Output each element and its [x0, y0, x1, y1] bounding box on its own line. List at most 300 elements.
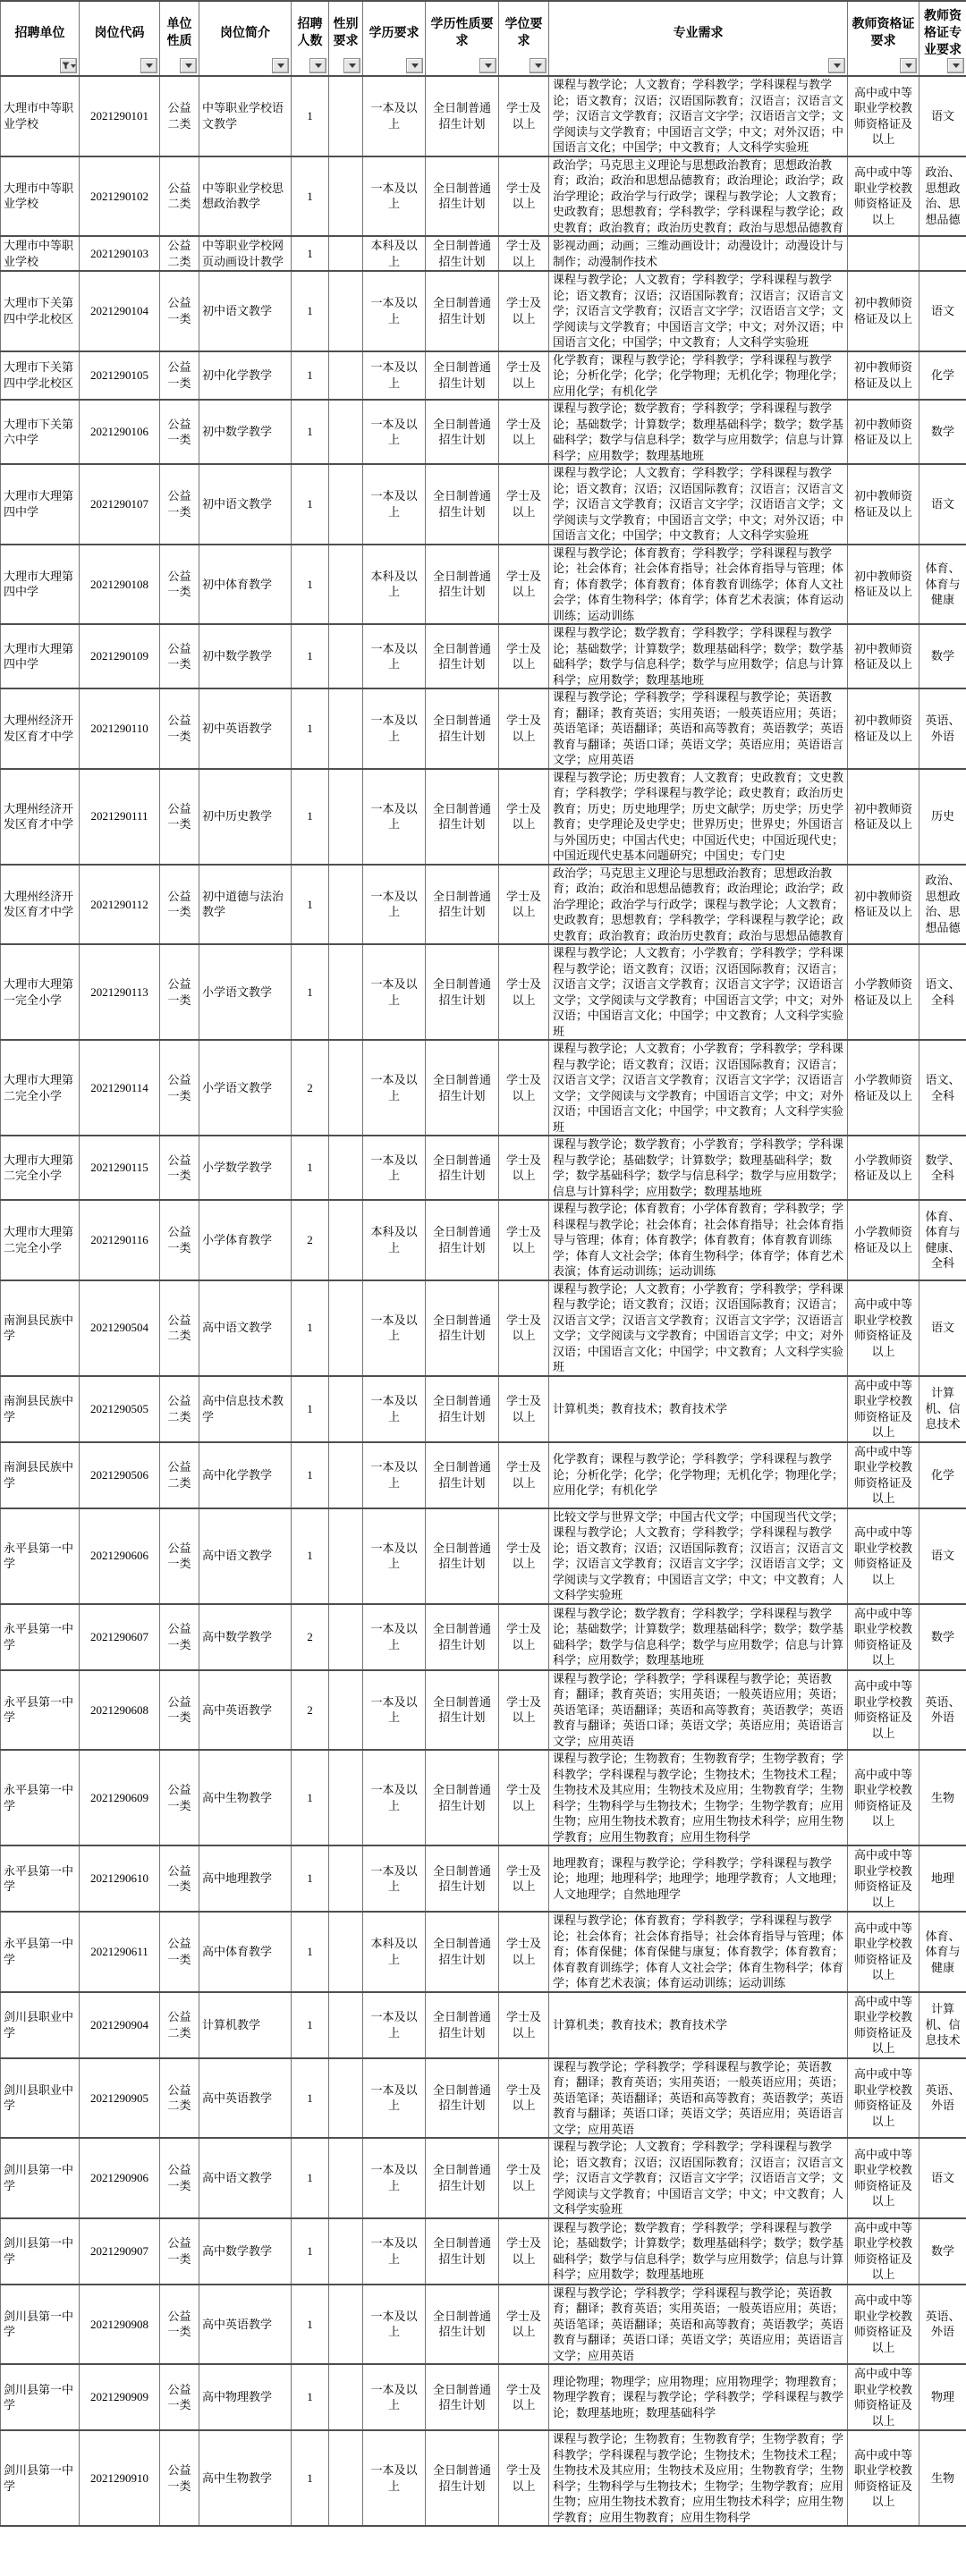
cell-nature: 公益一类	[160, 1508, 199, 1604]
column-label-cert: 教师资格证要求	[852, 18, 915, 48]
filter-dropdown-button-degree[interactable]	[530, 58, 547, 73]
cell-intro: 高中生物教学	[199, 1750, 292, 1845]
cell-cert: 小学教师资格证及以上	[848, 1136, 919, 1200]
cell-edu_type: 全日制普通招生计划	[426, 2285, 499, 2365]
cell-intro: 高中体育教学	[199, 1912, 292, 1992]
cell-intro: 高中英语教学	[199, 2058, 292, 2139]
cell-nature: 公益一类	[160, 545, 199, 625]
cell-cert: 高中或中等职业学校教师资格证及以上	[848, 2138, 919, 2218]
cell-unit: 大理市大理第四中学	[1, 545, 80, 625]
cell-intro: 高中英语教学	[199, 1670, 292, 1751]
cell-gender	[329, 464, 363, 545]
cell-edu: 本科及以上	[363, 236, 426, 271]
cell-majors: 课程与教学论；生物教育；生物教育学；生物学教育；学科教学；学科课程与教学论；生物技术；生物技术工程；生物技术及其应用；生物技术及应用；生物教育学；生物科学；生物科学与生物技术；生物学；生物学教育；应用生物；应用生物技术教育；应用生物技术科学；应用生物学教育；应用生物教育；应用生物科学	[549, 1750, 848, 1845]
cell-edu: 一本及以上	[363, 76, 426, 156]
cell-edu: 一本及以上	[363, 1442, 426, 1508]
cell-nature: 公益二类	[160, 1376, 199, 1442]
cell-nature: 公益一类	[160, 865, 199, 945]
cell-intro: 小学语文教学	[199, 944, 292, 1040]
table-row-2021290115	[1, 1136, 966, 1200]
cell-unit: 剑川县第一中学	[1, 2430, 80, 2526]
cell-count: 2	[292, 1040, 329, 1136]
column-label-majors: 专业需求	[673, 26, 724, 40]
table-row-2021290104	[1, 271, 966, 351]
cell-cert: 高中或中等职业学校教师资格证及以上	[848, 2364, 919, 2430]
filter-dropdown-button-cert_major[interactable]	[947, 58, 964, 73]
filter-dropdown-button-cert[interactable]	[900, 58, 917, 73]
cell-majors: 课程与教学论；人文教育；学科教学；学科课程与教学论；语文教育；汉语；汉语国际教育；汉语言；汉语言文学；汉语言文学教育；汉语言文字学；汉语语言文学；文学阅读与文学教育；中国语言文学；中文；对外汉语；中国语言文化；中国学；中文教育；人文科学实验班	[549, 76, 848, 156]
cell-intro: 高中英语教学	[199, 2285, 292, 2365]
table-row-2021290112	[1, 865, 966, 945]
column-header-cert	[848, 1, 919, 76]
cell-nature: 公益一类	[160, 351, 199, 401]
cell-gender	[329, 545, 363, 625]
cell-code: 2021290611	[80, 1912, 160, 1992]
cell-intro: 小学语文教学	[199, 1040, 292, 1136]
cell-count: 2	[292, 1200, 329, 1280]
cell-cert_major	[919, 236, 966, 271]
filter-dropdown-button-intro[interactable]	[272, 58, 289, 73]
cell-unit: 永平县第一中学	[1, 1670, 80, 1751]
cell-degree: 学士及以上	[499, 1604, 549, 1670]
cell-gender	[329, 76, 363, 156]
cell-unit: 大理市大理第二完全小学	[1, 1136, 80, 1200]
cell-cert_major: 语文	[919, 1508, 966, 1604]
cell-edu: 本科及以上	[363, 1912, 426, 1992]
cell-nature: 公益一类	[160, 271, 199, 351]
cell-edu_type: 全日制普通招生计划	[426, 464, 499, 545]
cell-nature: 公益一类	[160, 1670, 199, 1751]
cell-cert_major: 政治、思想政治、思想品德	[919, 865, 966, 945]
cell-nature: 公益一类	[160, 1040, 199, 1136]
table-row-2021290114	[1, 1040, 966, 1136]
cell-edu_type: 全日制普通招生计划	[426, 351, 499, 401]
cell-count: 2	[292, 1670, 329, 1751]
cell-majors: 课程与教学论；人文教育；小学教育；学科教学；学科课程与教学论；语文教育；汉语；汉语国际教育；汉语言；汉语言文学；汉语言文学教育；汉语言文字学；汉语语言文学；文学阅读与文学教育；中国语言文学；中文；对外汉语；中国语言文化；中国学；中文教育；人文科学实验班	[549, 1280, 848, 1376]
cell-edu: 一本及以上	[363, 1040, 426, 1136]
cell-gender	[329, 2285, 363, 2365]
table-row-2021290110	[1, 688, 966, 769]
cell-cert: 高中或中等职业学校教师资格证及以上	[848, 1750, 919, 1845]
table-row-2021290106	[1, 400, 966, 464]
cell-majors: 影视动画；动画；三维动画设计；动漫设计；动漫设计与制作；动漫制作技术	[549, 236, 848, 271]
table-row-2021290908	[1, 2285, 966, 2365]
cell-count: 1	[292, 1912, 329, 1992]
cell-cert_major: 化学	[919, 1442, 966, 1508]
column-label-code: 岗位代码	[94, 26, 145, 40]
cell-cert: 高中或中等职业学校教师资格证及以上	[848, 76, 919, 156]
dropdown-arrow-icon	[535, 63, 542, 68]
cell-unit: 永平县第一中学	[1, 1912, 80, 1992]
cell-degree: 学士及以上	[499, 2138, 549, 2218]
cell-majors: 课程与教学论；人文教育；学科教学；学科课程与教学论；语文教育；汉语；汉语国际教育；汉语言；汉语言文学；汉语言文学教育；汉语言文字学；汉语语言文学；文学阅读与文学教育；中国语言文学；中文；对外汉语；中国语言文化；中国学；中文教育；人文科学实验班	[549, 271, 848, 351]
cell-edu_type: 全日制普通招生计划	[426, 1376, 499, 1442]
cell-degree: 学士及以上	[499, 1992, 549, 2058]
cell-edu: 一本及以上	[363, 2364, 426, 2430]
cell-edu_type: 全日制普通招生计划	[426, 1280, 499, 1376]
cell-edu: 一本及以上	[363, 769, 426, 865]
cell-code: 2021290103	[80, 236, 160, 271]
cell-gender	[329, 1750, 363, 1845]
filter-dropdown-button-edu[interactable]	[406, 58, 423, 73]
column-header-intro	[199, 1, 292, 76]
cell-code: 2021290106	[80, 400, 160, 464]
cell-intro: 小学体育教学	[199, 1200, 292, 1280]
cell-cert_major: 政治、思想政治、思想品德	[919, 156, 966, 237]
cell-degree: 学士及以上	[499, 1750, 549, 1845]
cell-count: 1	[292, 2058, 329, 2139]
cell-edu_type: 全日制普通招生计划	[426, 271, 499, 351]
dropdown-arrow-icon	[185, 63, 192, 68]
table-row-2021290907	[1, 2218, 966, 2285]
cell-majors: 课程与教学论；生物教育；生物教育学；生物学教育；学科教学；学科课程与教学论；生物技术；生物技术工程；生物技术及其应用；生物技术及应用；生物教育学；生物科学；生物科学与生物技术；生物学；生物学教育；应用生物；应用生物技术教育；应用生物技术科学；应用生物学教育；应用生物教育；应用生物科学	[549, 2430, 848, 2526]
cell-edu: 本科及以上	[363, 1200, 426, 1280]
cell-count: 1	[292, 400, 329, 464]
table-row-2021290105	[1, 351, 966, 401]
cell-degree: 学士及以上	[499, 76, 549, 156]
cell-majors: 课程与教学论；学科教学；学科课程与教学论；英语教育；翻译；教育英语；实用英语；一般英语应用；英语；英语笔译；英语翻译；英语和高等教育；英语教学；英语教育与翻译；英语口译；英语文学；英语应用；英语语言文学；应用英语	[549, 2285, 848, 2365]
cell-count: 2	[292, 1604, 329, 1670]
table-row-2021290608	[1, 1670, 966, 1751]
cell-unit: 剑川县第一中学	[1, 2285, 80, 2365]
cell-degree: 学士及以上	[499, 1670, 549, 1751]
cell-edu_type: 全日制普通招生计划	[426, 865, 499, 945]
cell-code: 2021290908	[80, 2285, 160, 2365]
cell-nature: 公益一类	[160, 2218, 199, 2285]
cell-degree: 学士及以上	[499, 2364, 549, 2430]
cell-count: 1	[292, 236, 329, 271]
cell-edu_type: 全日制普通招生计划	[426, 2218, 499, 2285]
cell-edu: 一本及以上	[363, 1670, 426, 1751]
cell-cert_major: 生物	[919, 2430, 966, 2526]
cell-cert: 高中或中等职业学校教师资格证及以上	[848, 1912, 919, 1992]
cell-code: 2021290104	[80, 271, 160, 351]
cell-unit: 大理市中等职业学校	[1, 76, 80, 156]
column-label-gender: 性别要求	[333, 18, 359, 48]
cell-nature: 公益二类	[160, 76, 199, 156]
cell-cert: 初中教师资格证及以上	[848, 400, 919, 464]
filter-funnel-button-unit[interactable]	[60, 58, 77, 73]
cell-unit: 永平县第一中学	[1, 1508, 80, 1604]
cell-cert_major: 英语、外语	[919, 2285, 966, 2365]
cell-unit: 永平县第一中学	[1, 1604, 80, 1670]
cell-cert_major: 语文、全科	[919, 1040, 966, 1136]
cell-degree: 学士及以上	[499, 545, 549, 625]
cell-count: 1	[292, 1992, 329, 2058]
cell-cert_major: 数学	[919, 1604, 966, 1670]
cell-code: 2021290608	[80, 1670, 160, 1751]
cell-edu: 本科及以上	[363, 545, 426, 625]
cell-count: 1	[292, 1376, 329, 1442]
cell-degree: 学士及以上	[499, 1200, 549, 1280]
cell-count: 1	[292, 156, 329, 237]
table-row-2021290101	[1, 76, 966, 156]
cell-code: 2021290112	[80, 865, 160, 945]
table-row-2021290910	[1, 2430, 966, 2526]
column-label-count: 招聘人数	[297, 18, 323, 48]
cell-code: 2021290905	[80, 2058, 160, 2139]
cell-code: 2021290607	[80, 1604, 160, 1670]
dropdown-arrow-icon	[349, 63, 356, 68]
cell-cert_major: 数学、全科	[919, 1136, 966, 1200]
cell-nature: 公益一类	[160, 1200, 199, 1280]
dropdown-arrow-icon	[834, 63, 841, 68]
cell-edu: 一本及以上	[363, 2058, 426, 2139]
column-label-cert_major: 教师资格证专业要求	[924, 9, 962, 57]
column-header-edu	[363, 1, 426, 76]
cell-majors: 课程与教学论；数学教育；学科教学；学科课程与教学论；基础数学；计算数学；数理基础科学；数学；数学基础科学；数学与信息科学；数学与应用数学；信息与计算科学；应用数学；数理基地班	[549, 1604, 848, 1670]
dropdown-arrow-icon	[315, 63, 322, 68]
cell-unit: 大理州经济开发区育才中学	[1, 865, 80, 945]
cell-edu_type: 全日制普通招生计划	[426, 769, 499, 865]
header-row	[1, 1, 966, 76]
cell-code: 2021290115	[80, 1136, 160, 1200]
cell-count: 1	[292, 2138, 329, 2218]
cell-count: 1	[292, 545, 329, 625]
cell-unit: 南涧县民族中学	[1, 1442, 80, 1508]
filter-dropdown-button-edu_type[interactable]	[479, 58, 496, 73]
cell-majors: 课程与教学论；历史教育；人文教育；史政教育；文史教育；学科教学；学科课程与教学论；政史教育；政治历史教育；历史；历史地理学；历史文献学；历史学；历史学教育；史学理论及史学史；世界历史；世界史；外国语言与外国历史；中国古代史；中国近代史；中国近现代史；中国近现代史基本问题研究；中国史；专门史	[549, 769, 848, 865]
cell-majors: 化学教育；课程与教学论；学科教学；学科课程与教学论；分析化学；化学；化学物理；无机化学；物理化学；应用化学；有机化学	[549, 351, 848, 401]
cell-degree: 学士及以上	[499, 156, 549, 237]
cell-intro: 高中语文教学	[199, 1508, 292, 1604]
cell-edu: 一本及以上	[363, 624, 426, 688]
cell-nature: 公益一类	[160, 1912, 199, 1992]
cell-unit: 大理市下关第四中学北校区	[1, 351, 80, 401]
cell-edu: 一本及以上	[363, 1845, 426, 1912]
table-row-2021290505	[1, 1376, 966, 1442]
cell-count: 1	[292, 624, 329, 688]
cell-gender	[329, 624, 363, 688]
cell-majors: 课程与教学论；学科教学；学科课程与教学论；英语教育；翻译；教育英语；实用英语；一般英语应用；英语；英语笔译；英语翻译；英语和高等教育；英语教学；英语教育与翻译；英语口译；英语文学；英语应用；英语语言文学；应用英语	[549, 1670, 848, 1751]
cell-majors: 政治学；马克思主义理论与思想政治教育；思想政治教育；政治；政治和思想品德教育；政治理论；政治学；政治学理论；政治学与行政学；课程与教学论；人文教育；史政教育；思想教育；学科教学；学科课程与教学论；政史教育；政治教育；政治历史教育；政治与思想品德教育	[549, 156, 848, 237]
cell-majors: 地理教育；课程与教学论；学科教学；学科课程与教学论；地理；地理科学；地理学；地理学教育；人文地理；人文地理学；自然地理学	[549, 1845, 848, 1912]
cell-edu_type: 全日制普通招生计划	[426, 1845, 499, 1912]
cell-unit: 大理市大理第二完全小学	[1, 1040, 80, 1136]
cell-cert: 高中或中等职业学校教师资格证及以上	[848, 2218, 919, 2285]
cell-unit: 剑川县职业中学	[1, 1992, 80, 2058]
cell-degree: 学士及以上	[499, 400, 549, 464]
cell-cert_major: 历史	[919, 769, 966, 865]
cell-edu_type: 全日制普通招生计划	[426, 1992, 499, 2058]
cell-edu_type: 全日制普通招生计划	[426, 76, 499, 156]
filter-dropdown-button-nature[interactable]	[180, 58, 197, 73]
cell-majors: 课程与教学论；人文教育；学科教学；学科课程与教学论；语文教育；汉语；汉语国际教育；汉语言；汉语言文学；汉语言文学教育；汉语言文字学；汉语语言文学；文学阅读与文学教育；中国语言文学；中文；对外汉语；中国语言文化；中国学；中文教育；人文科学实验班	[549, 464, 848, 545]
table-row-2021290610	[1, 1845, 966, 1912]
column-header-degree	[499, 1, 549, 76]
cell-count: 1	[292, 1750, 329, 1845]
cell-nature: 公益一类	[160, 1604, 199, 1670]
cell-cert: 高中或中等职业学校教师资格证及以上	[848, 1670, 919, 1751]
cell-unit: 永平县第一中学	[1, 1750, 80, 1845]
column-header-unit	[1, 1, 80, 76]
cell-unit: 大理市大理第一完全小学	[1, 944, 80, 1040]
cell-cert_major: 体育、体育与健康	[919, 1912, 966, 1992]
cell-cert_major: 英语、外语	[919, 1670, 966, 1751]
cell-nature: 公益一类	[160, 688, 199, 769]
cell-edu_type: 全日制普通招生计划	[426, 2364, 499, 2430]
table-row-2021290611	[1, 1912, 966, 1992]
filter-dropdown-button-count[interactable]	[309, 58, 326, 73]
cell-gender	[329, 1670, 363, 1751]
cell-gender	[329, 769, 363, 865]
cell-majors: 课程与教学论；数学教育；学科教学；学科课程与教学论；基础数学；计算数学；数理基础科学；数学；数学基础科学；数学与信息科学；数学与应用数学；信息与计算科学；应用数学；数理基地班	[549, 624, 848, 688]
cell-intro: 高中地理教学	[199, 1845, 292, 1912]
cell-intro: 中等职业学校网页动画设计教学	[199, 236, 292, 271]
cell-code: 2021290505	[80, 1376, 160, 1442]
cell-code: 2021290606	[80, 1508, 160, 1604]
cell-edu: 一本及以上	[363, 1280, 426, 1376]
cell-degree: 学士及以上	[499, 2058, 549, 2139]
cell-intro: 高中信息技术教学	[199, 1376, 292, 1442]
cell-unit: 大理市大理第四中学	[1, 624, 80, 688]
cell-nature: 公益一类	[160, 944, 199, 1040]
cell-count: 1	[292, 1136, 329, 1200]
cell-gender	[329, 865, 363, 945]
cell-cert_major: 地理	[919, 1845, 966, 1912]
cell-code: 2021290909	[80, 2364, 160, 2430]
cell-cert_major: 语文	[919, 1280, 966, 1376]
cell-edu: 一本及以上	[363, 865, 426, 945]
cell-edu_type: 全日制普通招生计划	[426, 944, 499, 1040]
filter-dropdown-button-gender[interactable]	[343, 58, 360, 73]
cell-edu: 一本及以上	[363, 1376, 426, 1442]
cell-unit: 大理市大理第四中学	[1, 464, 80, 545]
cell-cert: 初中教师资格证及以上	[848, 624, 919, 688]
cell-degree: 学士及以上	[499, 1508, 549, 1604]
cell-edu_type: 全日制普通招生计划	[426, 2430, 499, 2526]
cell-gender	[329, 271, 363, 351]
table-row-2021290109	[1, 624, 966, 688]
cell-edu_type: 全日制普通招生计划	[426, 1508, 499, 1604]
funnel-icon	[62, 62, 70, 70]
cell-majors: 课程与教学论；学科教学；学科课程与教学论；英语教育；翻译；教育英语；实用英语；一般英语应用；英语；英语笔译；英语翻译；英语和高等教育；英语教学；英语教育与翻译；英语口译；英语文学；英语应用；英语语言文学；应用英语	[549, 2058, 848, 2139]
cell-degree: 学士及以上	[499, 944, 549, 1040]
filter-dropdown-button-majors[interactable]	[828, 58, 845, 73]
column-header-cert_major	[919, 1, 966, 76]
cell-majors: 理论物理；物理学；应用物理；应用物理学；物理教育；物理学教育；课程与教学论；学科教学；学科课程与教学论；数理基地班；数理基础科学	[549, 2364, 848, 2430]
cell-gender	[329, 688, 363, 769]
cell-gender	[329, 1280, 363, 1376]
cell-edu_type: 全日制普通招生计划	[426, 400, 499, 464]
cell-nature: 公益一类	[160, 2364, 199, 2430]
cell-unit: 大理市下关第四中学北校区	[1, 271, 80, 351]
cell-code: 2021290105	[80, 351, 160, 401]
cell-cert: 高中或中等职业学校教师资格证及以上	[848, 1280, 919, 1376]
dropdown-arrow-icon	[71, 64, 76, 68]
cell-majors: 计算机类；教育技术；教育技术学	[549, 1992, 848, 2058]
cell-majors: 课程与教学论；学科教学；学科课程与教学论；英语教育；翻译；教育英语；实用英语；一般英语应用；英语；英语笔译；英语翻译；英语和高等教育；英语教学；英语教育与翻译；英语口译；英语文学；英语应用；英语语言文学；应用英语	[549, 688, 848, 769]
cell-count: 1	[292, 2285, 329, 2365]
cell-gender	[329, 1442, 363, 1508]
cell-cert_major: 物理	[919, 2364, 966, 2430]
cell-nature: 公益一类	[160, 2285, 199, 2365]
cell-gender	[329, 1912, 363, 1992]
dropdown-arrow-icon	[277, 63, 284, 68]
cell-nature: 公益一类	[160, 1750, 199, 1845]
cell-edu_type: 全日制普通招生计划	[426, 545, 499, 625]
cell-cert_major: 语文	[919, 271, 966, 351]
cell-majors: 课程与教学论；体育教育；小学体育教育；学科教学；学科课程与教学论；社会体育；社会体育指导；社会体育指导与管理；体育；体育教学；体育教育；体育教育训练学；体育人文社会学；体育生物科学；体育学；体育艺术表演；体育运动训练；运动训练	[549, 1200, 848, 1280]
cell-edu: 一本及以上	[363, 2218, 426, 2285]
cell-nature: 公益一类	[160, 464, 199, 545]
cell-intro: 高中数学教学	[199, 2218, 292, 2285]
cell-degree: 学士及以上	[499, 1040, 549, 1136]
cell-cert: 高中或中等职业学校教师资格证及以上	[848, 156, 919, 237]
cell-gender	[329, 944, 363, 1040]
cell-unit: 大理市大理第二完全小学	[1, 1200, 80, 1280]
column-header-gender	[329, 1, 363, 76]
cell-cert_major: 数学	[919, 2218, 966, 2285]
cell-cert: 初中教师资格证及以上	[848, 351, 919, 401]
cell-gender	[329, 156, 363, 237]
cell-count: 1	[292, 769, 329, 865]
cell-nature: 公益二类	[160, 236, 199, 271]
dropdown-arrow-icon	[485, 63, 492, 68]
cell-unit: 剑川县第一中学	[1, 2364, 80, 2430]
cell-gender	[329, 1508, 363, 1604]
filter-dropdown-button-code[interactable]	[140, 58, 157, 73]
cell-cert_major: 化学	[919, 351, 966, 401]
cell-cert_major: 语文	[919, 464, 966, 545]
dropdown-arrow-icon	[953, 63, 960, 68]
cell-cert_major: 体育、体育与健康	[919, 545, 966, 625]
cell-code: 2021290107	[80, 464, 160, 545]
cell-code: 2021290506	[80, 1442, 160, 1508]
cell-edu: 一本及以上	[363, 1992, 426, 2058]
cell-intro: 中等职业学校语文教学	[199, 76, 292, 156]
cell-cert: 高中或中等职业学校教师资格证及以上	[848, 2430, 919, 2526]
cell-degree: 学士及以上	[499, 1136, 549, 1200]
cell-count: 1	[292, 1280, 329, 1376]
cell-majors: 课程与教学论；数学教育；小学教育；学科教学；学科课程与教学论；基础数学；计算数学；数理基础科学；数学；数学基础科学；数学与信息科学；数学与应用数学；信息与计算科学；应用数学；数理基地班	[549, 1136, 848, 1200]
cell-majors: 课程与教学论；数学教育；学科教学；学科课程与教学论；基础数学；计算数学；数理基础科学；数学；数学基础科学；数学与信息科学；数学与应用数学；信息与计算科学；应用数学；数理基地班	[549, 400, 848, 464]
cell-gender	[329, 2218, 363, 2285]
cell-edu: 一本及以上	[363, 688, 426, 769]
cell-cert: 高中或中等职业学校教师资格证及以上	[848, 1376, 919, 1442]
cell-intro: 高中化学教学	[199, 1442, 292, 1508]
cell-edu_type: 全日制普通招生计划	[426, 1670, 499, 1751]
cell-degree: 学士及以上	[499, 1845, 549, 1912]
cell-cert_major: 体育、体育与健康、全科	[919, 1200, 966, 1280]
cell-unit: 大理市中等职业学校	[1, 236, 80, 271]
cell-gender	[329, 2430, 363, 2526]
cell-edu: 一本及以上	[363, 2138, 426, 2218]
cell-code: 2021290101	[80, 76, 160, 156]
cell-nature: 公益一类	[160, 400, 199, 464]
cell-edu_type: 全日制普通招生计划	[426, 1442, 499, 1508]
cell-nature: 公益一类	[160, 1136, 199, 1200]
cell-cert: 初中教师资格证及以上	[848, 271, 919, 351]
table-row-2021290609	[1, 1750, 966, 1845]
cell-cert_major: 语文	[919, 2138, 966, 2218]
cell-unit: 南涧县民族中学	[1, 1280, 80, 1376]
cell-code: 2021290906	[80, 2138, 160, 2218]
cell-nature: 公益二类	[160, 1992, 199, 2058]
cell-gender	[329, 351, 363, 401]
cell-cert_major: 生物	[919, 1750, 966, 1845]
cell-edu_type: 全日制普通招生计划	[426, 2058, 499, 2139]
column-header-majors	[549, 1, 848, 76]
table-row-2021290504	[1, 1280, 966, 1376]
cell-code: 2021290110	[80, 688, 160, 769]
cell-edu_type: 全日制普通招生计划	[426, 1200, 499, 1280]
cell-edu: 一本及以上	[363, 2285, 426, 2365]
cell-gender	[329, 1992, 363, 2058]
cell-count: 1	[292, 688, 329, 769]
cell-edu: 一本及以上	[363, 1750, 426, 1845]
table-row-2021290108	[1, 545, 966, 625]
